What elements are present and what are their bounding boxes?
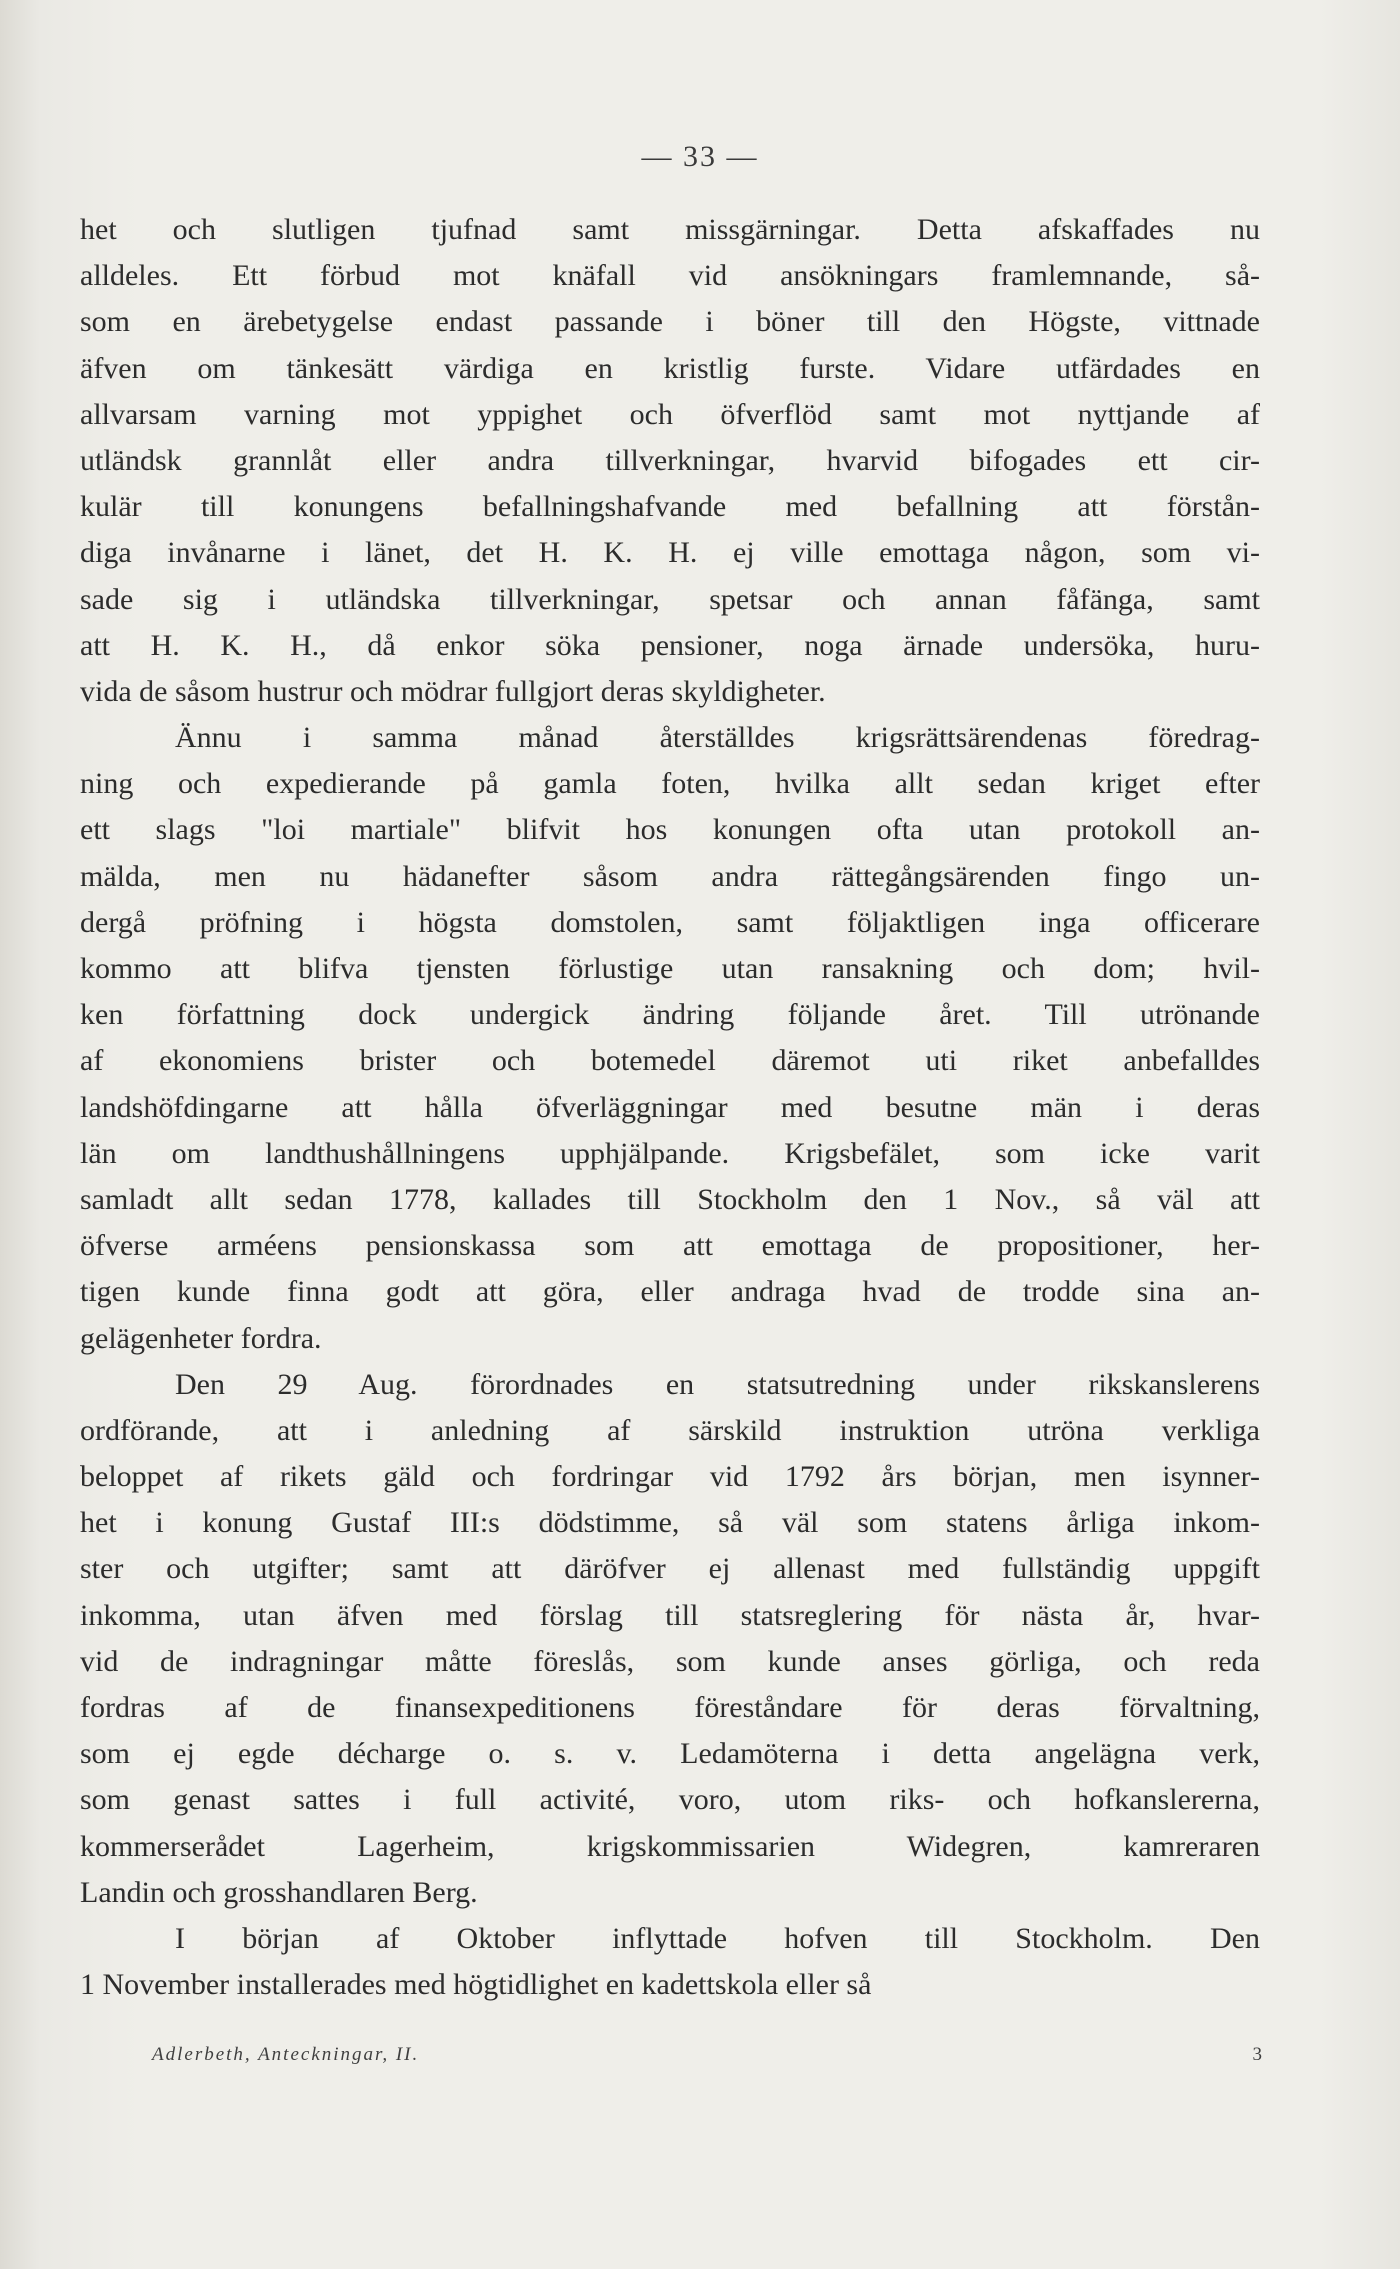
text-line: utländsk grannlåt eller andra tillverkningar, hvarvid bifogades ett cir- <box>80 443 1260 477</box>
text-line: ster och utgifter; samt att däröfver ej allenast med fullständig uppgift <box>80 1552 1260 1586</box>
body-text <box>80 207 1260 2008</box>
text-line: öfverse arméens pensionskassa som att emottaga de propositioner, her- <box>80 1229 1260 1263</box>
text-line: dergå pröfning i högsta domstolen, samt följaktligen inga officerare <box>80 905 1260 939</box>
text-line: samladt allt sedan 1778, kallades till Stockholm den 1 Nov., så väl att <box>80 1182 1260 1216</box>
text-line: kommo att blifva tjensten förlustige utan ransakning och dom; hvil- <box>80 952 1260 985</box>
text-line: vida de såsom hustrur och mödrar fullgjort deras skyldigheter. <box>80 674 826 708</box>
sheet-mark: 3 <box>1252 2044 1262 2065</box>
text-line: Den 29 Aug. förordnades en statsutredning under rikskanslerens <box>175 1367 1260 1401</box>
text-line: ken författning dock undergick ändring följande året. Till utrönande <box>80 998 1260 1032</box>
page-number: — 33 — <box>641 140 759 173</box>
text-line: kommerserådet Lagerheim, krigskommissarien Widegren, kamreraren <box>80 1829 1260 1863</box>
text-line: län om landthushållningens upphjälpande. Krigsbefälet, som icke varit <box>80 1136 1260 1170</box>
text-line: inkomma, utan äfven med förslag till statsreglering för nästa år, hvar- <box>80 1598 1260 1632</box>
text-line: af ekonomiens brister och botemedel däremot uti riket anbefalldes <box>80 1044 1260 1078</box>
text-line: äfven om tänkesätt värdiga en kristlig furste. Vidare utfärdades en <box>80 351 1260 385</box>
text-line: ett slags "loi martiale" blifvit hos konungen ofta utan protokoll an- <box>80 813 1260 847</box>
text-line: vid de indragningar måtte föreslås, som kunde anses görliga, och reda <box>80 1644 1260 1678</box>
text-line: het och slutligen tjufnad samt missgärningar. Detta afskaffades nu <box>80 213 1260 246</box>
text-line: ordförande, att i anledning af särskild instruktion utröna verkliga <box>80 1413 1260 1447</box>
text-line: kulär till konungens befallningshafvande med befallning att förstån- <box>80 490 1260 524</box>
text-line: sade sig i utländska tillverkningar, spetsar och annan fåfänga, samt <box>80 582 1260 616</box>
text-line: allvarsam varning mot yppighet och öfverflöd samt mot nyttjande af <box>80 397 1260 431</box>
text-line: Ännu i samma månad återställdes krigsrättsärendenas föredrag- <box>175 721 1260 755</box>
text-line: ning och expedierande på gamla foten, hvilka allt sedan kriget efter <box>80 767 1260 801</box>
text-line: diga invånarne i länet, det H. K. H. ej ville emottaga någon, som vi- <box>80 536 1260 570</box>
text-line: som ej egde décharge o. s. v. Ledamöterna i detta angelägna verk, <box>80 1737 1260 1771</box>
page-footer <box>152 2044 1262 2066</box>
text-line: att H. K. H., då enkor söka pensioner, noga ärnade undersöka, huru- <box>80 628 1260 662</box>
text-line: beloppet af rikets gäld och fordringar vid 1792 års början, men isynner- <box>80 1460 1260 1494</box>
text-line: het i konung Gustaf III:s dödstimme, så väl som statens årliga inkom- <box>80 1506 1260 1540</box>
footer-signature: Adlerbeth, Anteckningar, II. <box>152 2044 420 2065</box>
text-line: fordras af de finansexpeditionens föreståndare för deras förvaltning, <box>80 1691 1260 1724</box>
text-line: 1 November installerades med högtidlighet en kadettskola eller så <box>80 1968 872 2002</box>
text-line: alldeles. Ett förbud mot knäfall vid ansökningars framlemnande, så- <box>80 259 1260 293</box>
text-line: Landin och grosshandlaren Berg. <box>80 1875 478 1909</box>
text-line: tigen kunde finna godt att göra, eller andraga hvad de trodde sina an- <box>80 1275 1260 1309</box>
text-line: landshöfdingarne att hålla öfverläggningar med besutne män i deras <box>80 1090 1260 1124</box>
text-line: mälda, men nu hädanefter såsom andra rättegångsärenden fingo un- <box>80 859 1260 893</box>
text-line: som en ärebetygelse endast passande i böner till den Högste, vittnade <box>80 305 1260 339</box>
text-line: I början af Oktober inflyttade hofven till Stockholm. Den <box>175 1921 1260 1955</box>
text-line: som genast sattes i full activité, voro, utom riks- och hofkanslererna, <box>80 1783 1260 1817</box>
text-line: gelägenheter fordra. <box>80 1321 322 1355</box>
